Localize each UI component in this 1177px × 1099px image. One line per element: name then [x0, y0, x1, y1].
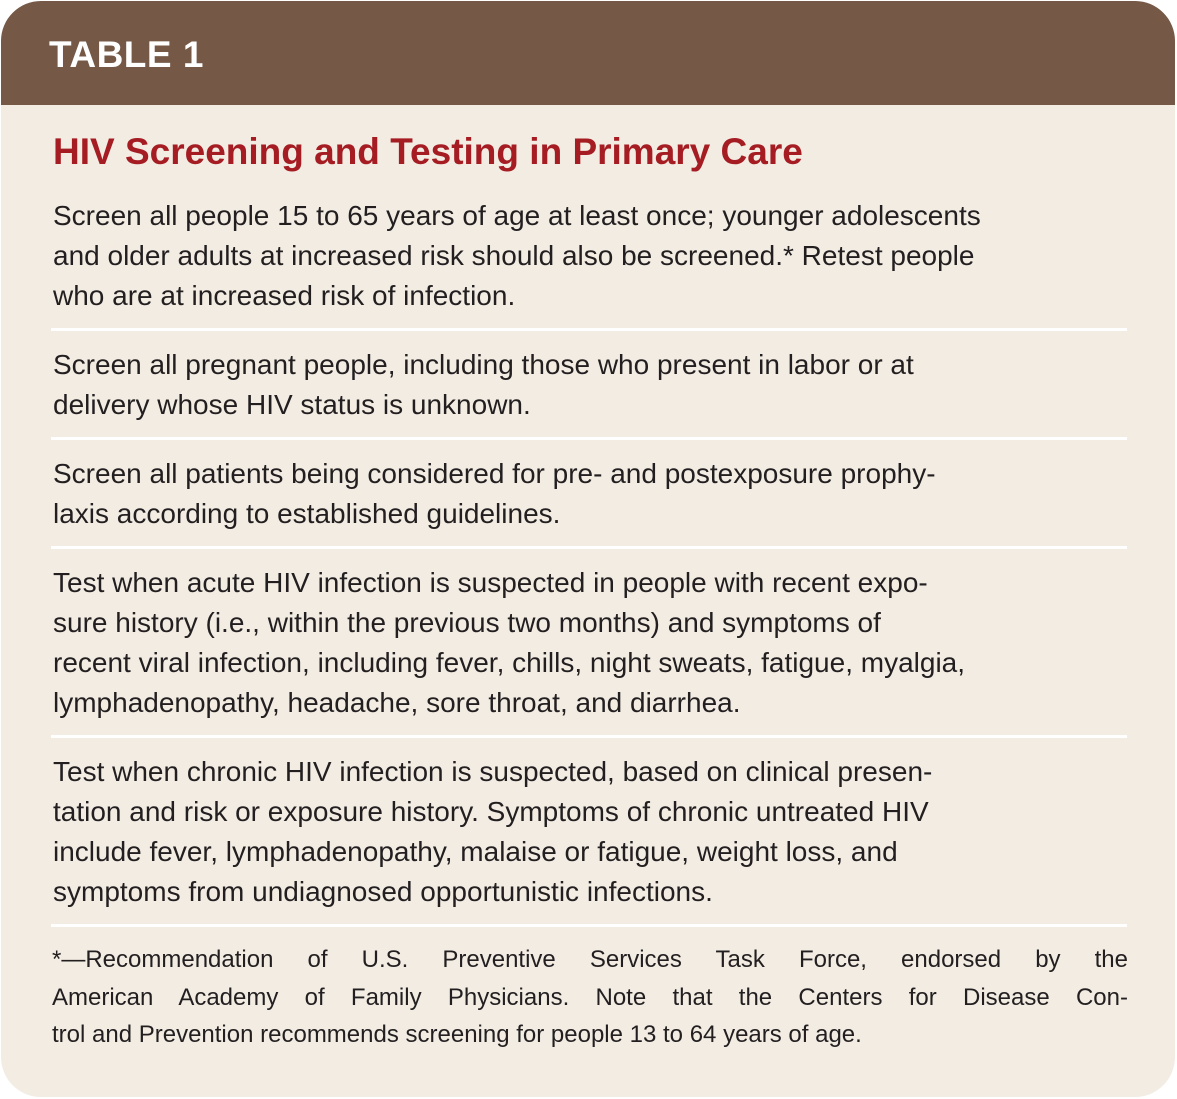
recommendation-row [51, 752, 1127, 927]
footnote-line: trol and Prevention recommends screening for people 13 to 64 years of age. [52, 1021, 862, 1048]
table-header-bar [1, 1, 1175, 105]
footnote-line: *—Recommendation of U.S. Preventive Services Task Force, endorsed by the [52, 946, 1128, 973]
row-text-line: symptoms from undiagnosed opportunistic infections. [53, 876, 713, 907]
table-card [1, 1, 1175, 1097]
row-text-line: Screen all people 15 to 65 years of age at least once; younger adolescents [53, 200, 981, 231]
table-number-label: TABLE 1 [49, 34, 204, 75]
row-text-line: Test when chronic HIV infection is suspected, based on clinical presen- [53, 756, 933, 787]
row-text-line: recent viral infection, including fever, chills, night sweats, fatigue, myalgia, [53, 647, 966, 678]
footnote-line: American Academy of Family Physicians. Note that the Centers for Disease Con- [52, 983, 1128, 1011]
row-text-line: include fever, lymphadenopathy, malaise or fatigue, weight loss, and [53, 836, 898, 867]
row-text-line: tation and risk or exposure history. Symptoms of chronic untreated HIV [53, 796, 929, 827]
row-text-line: delivery whose HIV status is unknown. [53, 389, 531, 420]
row-text-line: Screen all patients being considered for pre- and postexposure prophy- [53, 458, 936, 489]
row-text-line: laxis according to established guidelines. [53, 498, 561, 529]
row-text-line: who are at increased risk of infection. [53, 280, 516, 311]
row-text-line: Test when acute HIV infection is suspected in people with recent expo- [53, 567, 928, 598]
row-text-line: and older adults at increased risk should also be screened.* Retest people [53, 240, 975, 271]
recommendation-row [51, 454, 1127, 549]
table-title: HIV Screening and Testing in Primary Care [53, 131, 803, 172]
recommendation-row [51, 196, 1127, 331]
row-text-line: lymphadenopathy, headache, sore throat, and diarrhea. [53, 687, 741, 718]
table-footnote [52, 941, 1128, 1054]
row-text-line: Screen all pregnant people, including those who present in labor or at [53, 349, 914, 380]
recommendation-row [51, 563, 1127, 738]
recommendation-row [51, 345, 1127, 440]
row-text-line: sure history (i.e., within the previous two months) and symptoms of [53, 607, 881, 638]
recommendation-list [51, 196, 1127, 941]
